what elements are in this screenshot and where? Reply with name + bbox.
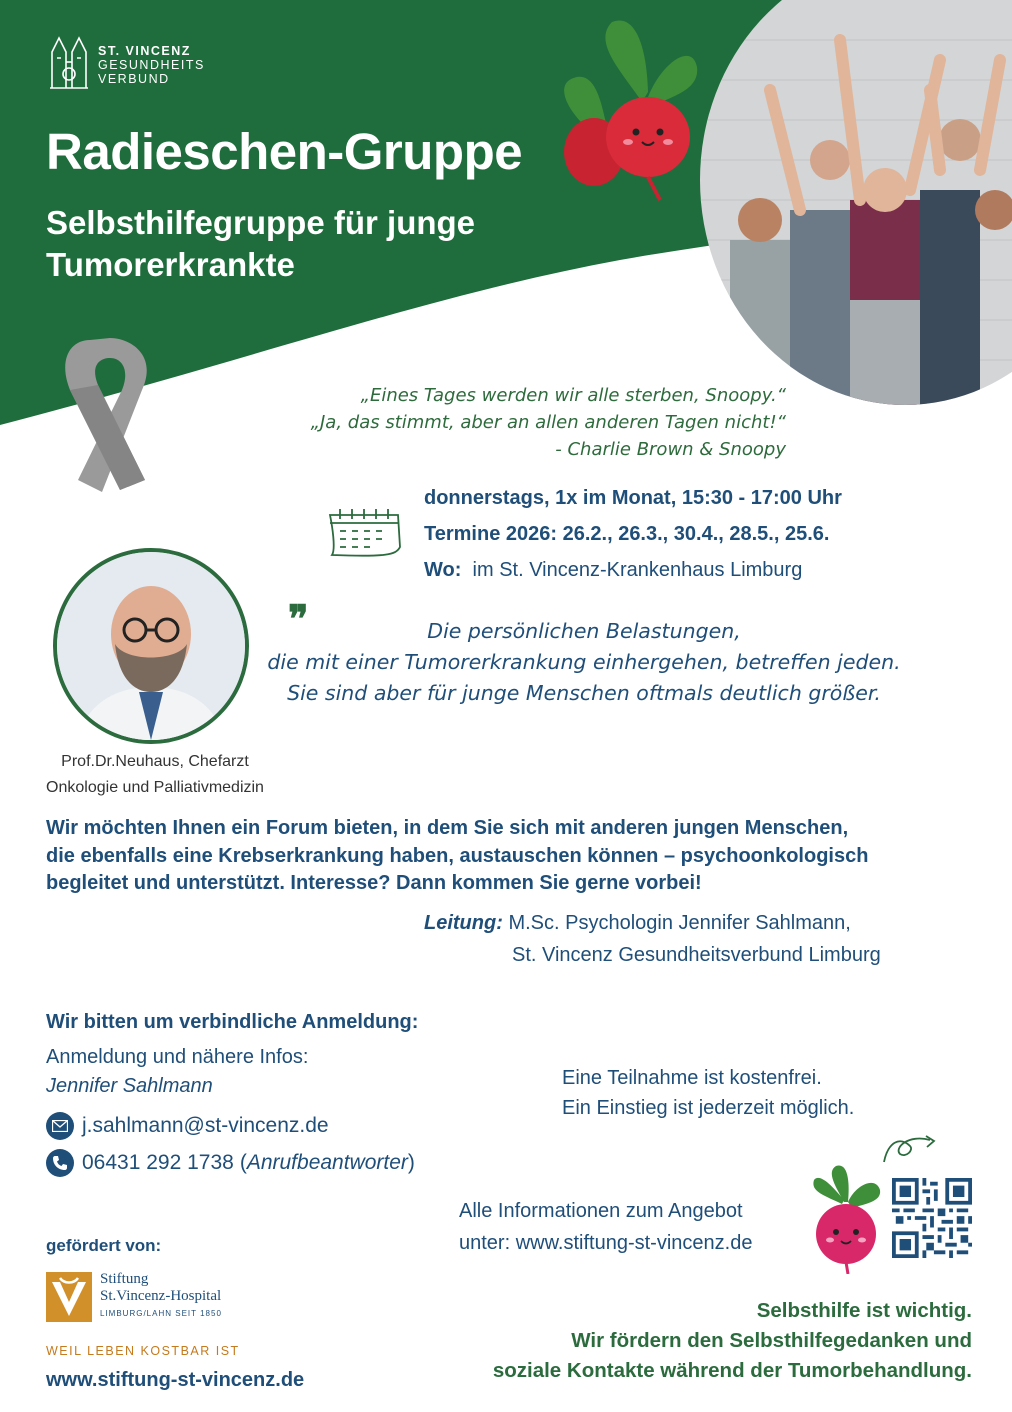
stiftung-name1: Stiftung bbox=[100, 1271, 149, 1287]
doctor-caption-line2: Onkologie und Palliativmedizin bbox=[46, 779, 264, 796]
subtitle-line1: Selbsthilfegruppe für junge bbox=[46, 204, 476, 241]
closing-line3: soziale Kontakte während der Tumorbehandlung. bbox=[492, 1359, 972, 1382]
dates-label: Termine 2026: bbox=[424, 523, 558, 545]
calendar-icon bbox=[326, 505, 406, 559]
leitung-label: Leitung: bbox=[424, 912, 503, 934]
registration-info bbox=[46, 1043, 308, 1101]
snoopy-quote-line1: „Eines Tages werden wir alle sterben, Snoopy.“ bbox=[360, 385, 786, 406]
sponsor-url[interactable]: www.stiftung-st-vincenz.de bbox=[46, 1369, 305, 1391]
schedule bbox=[424, 480, 842, 588]
info-line2[interactable]: unter: www.stiftung-st-vincenz.de bbox=[459, 1232, 753, 1254]
doctor-quote bbox=[254, 616, 914, 709]
doctor-quote-line2: die mit einer Tumorerkrankung einhergehen, betreffen jeden. bbox=[267, 650, 901, 674]
phone-note: Anrufbeantworter bbox=[246, 1151, 408, 1174]
stiftung-name2: St.Vincenz-Hospital bbox=[100, 1288, 222, 1304]
phone-row bbox=[46, 1148, 415, 1178]
forum-line1: Wir möchten Ihnen ein Forum bieten, in dem Sie sich mit anderen jungen Menschen, bbox=[46, 817, 849, 839]
phone-number[interactable]: 06431 292 1738 bbox=[82, 1151, 234, 1174]
sponsor-label: gefördert von: bbox=[46, 1236, 162, 1255]
snoopy-quote-attribution: - Charlie Brown & Snoopy bbox=[555, 439, 786, 460]
doctor-photo bbox=[53, 548, 249, 744]
phone-icon bbox=[46, 1149, 74, 1177]
quote-mark-icon: ❞ bbox=[288, 596, 309, 641]
stiftung-logo-icon bbox=[46, 1272, 92, 1322]
registration-info-label: Anmeldung und nähere Infos: bbox=[46, 1046, 309, 1068]
closing-statement bbox=[493, 1296, 972, 1386]
logo-line2: GESUNDHEITS bbox=[98, 58, 205, 72]
doctor-caption bbox=[20, 749, 290, 801]
forum-line3: begleitet und unterstützt. Interesse? Dann kommen Sie gerne vorbei! bbox=[46, 872, 702, 894]
registration-contact-name: Jennifer Sahlmann bbox=[46, 1075, 213, 1097]
participation-info bbox=[562, 1063, 854, 1123]
snoopy-quote bbox=[266, 382, 786, 463]
group-photo bbox=[700, 0, 1012, 410]
where-value: im St. Vincenz-Krankenhaus Limburg bbox=[472, 559, 803, 581]
stiftung-name bbox=[100, 1271, 222, 1322]
radish-illustration bbox=[552, 12, 702, 202]
logo-text bbox=[98, 44, 205, 86]
registration-heading: Wir bitten um verbindliche Anmeldung: bbox=[46, 1011, 419, 1033]
sponsor-slogan: WEIL LEBEN KOSTBAR IST bbox=[46, 1344, 240, 1358]
phone-note-close: ) bbox=[407, 1151, 415, 1174]
logo-line1: ST. VINCENZ bbox=[98, 44, 191, 58]
dates-value: 26.2., 26.3., 30.4., 28.5., 25.6. bbox=[562, 523, 830, 545]
schedule-when: donnerstags, 1x im Monat, 15:30 - 17:00 Uhr bbox=[424, 487, 842, 509]
leitung bbox=[424, 907, 881, 971]
church-towers-icon bbox=[48, 32, 90, 90]
free-line1: Eine Teilnahme ist kostenfrei. bbox=[562, 1067, 822, 1089]
leitung-line1: M.Sc. Psychologin Jennifer Sahlmann, bbox=[508, 912, 851, 934]
stiftung-name3: LIMBURG/LAHN SEIT 1850 bbox=[100, 1309, 222, 1318]
snoopy-quote-line2: „Ja, das stimmt, aber an allen anderen Tagen nicht!“ bbox=[310, 412, 786, 433]
mail-icon bbox=[46, 1112, 74, 1140]
email-link[interactable]: j.sahlmann@st-vincenz.de bbox=[82, 1114, 329, 1137]
subtitle-line2: Tumorerkrankte bbox=[46, 246, 295, 283]
where-label: Wo: bbox=[424, 559, 462, 581]
closing-line2: Wir fördern den Selbsthilfegedanken und bbox=[571, 1329, 972, 1352]
doctor-quote-line1: Die persönlichen Belastungen, bbox=[427, 619, 741, 643]
phone-note-open: ( bbox=[239, 1151, 247, 1174]
curved-arrow-icon bbox=[880, 1132, 942, 1170]
awareness-ribbon-icon bbox=[50, 330, 180, 500]
email-row bbox=[46, 1111, 329, 1141]
free-line2: Ein Einstieg ist jederzeit möglich. bbox=[562, 1097, 855, 1119]
leitung-line2: St. Vincenz Gesundheitsverbund Limburg bbox=[512, 944, 881, 966]
page-title: Radieschen-Gruppe bbox=[46, 123, 523, 180]
closing-line1: Selbsthilfe ist wichtig. bbox=[756, 1299, 972, 1322]
doctor-caption-line1: Prof.Dr.Neuhaus, Chefarzt bbox=[61, 753, 249, 770]
info-url bbox=[459, 1195, 752, 1259]
info-line1: Alle Informationen zum Angebot bbox=[459, 1200, 743, 1222]
logo-line3: VERBUND bbox=[98, 72, 170, 86]
forum-paragraph bbox=[46, 815, 976, 898]
page-subtitle bbox=[46, 202, 606, 286]
qr-code[interactable] bbox=[892, 1178, 972, 1258]
forum-line2: die ebenfalls eine Krebserkrankung haben, austauschen können – psychoonkologisch bbox=[46, 844, 869, 867]
doctor-quote-line3: Sie sind aber für junge Menschen oftmals deutlich größer. bbox=[287, 681, 881, 705]
radish-mascot-icon bbox=[806, 1162, 886, 1274]
